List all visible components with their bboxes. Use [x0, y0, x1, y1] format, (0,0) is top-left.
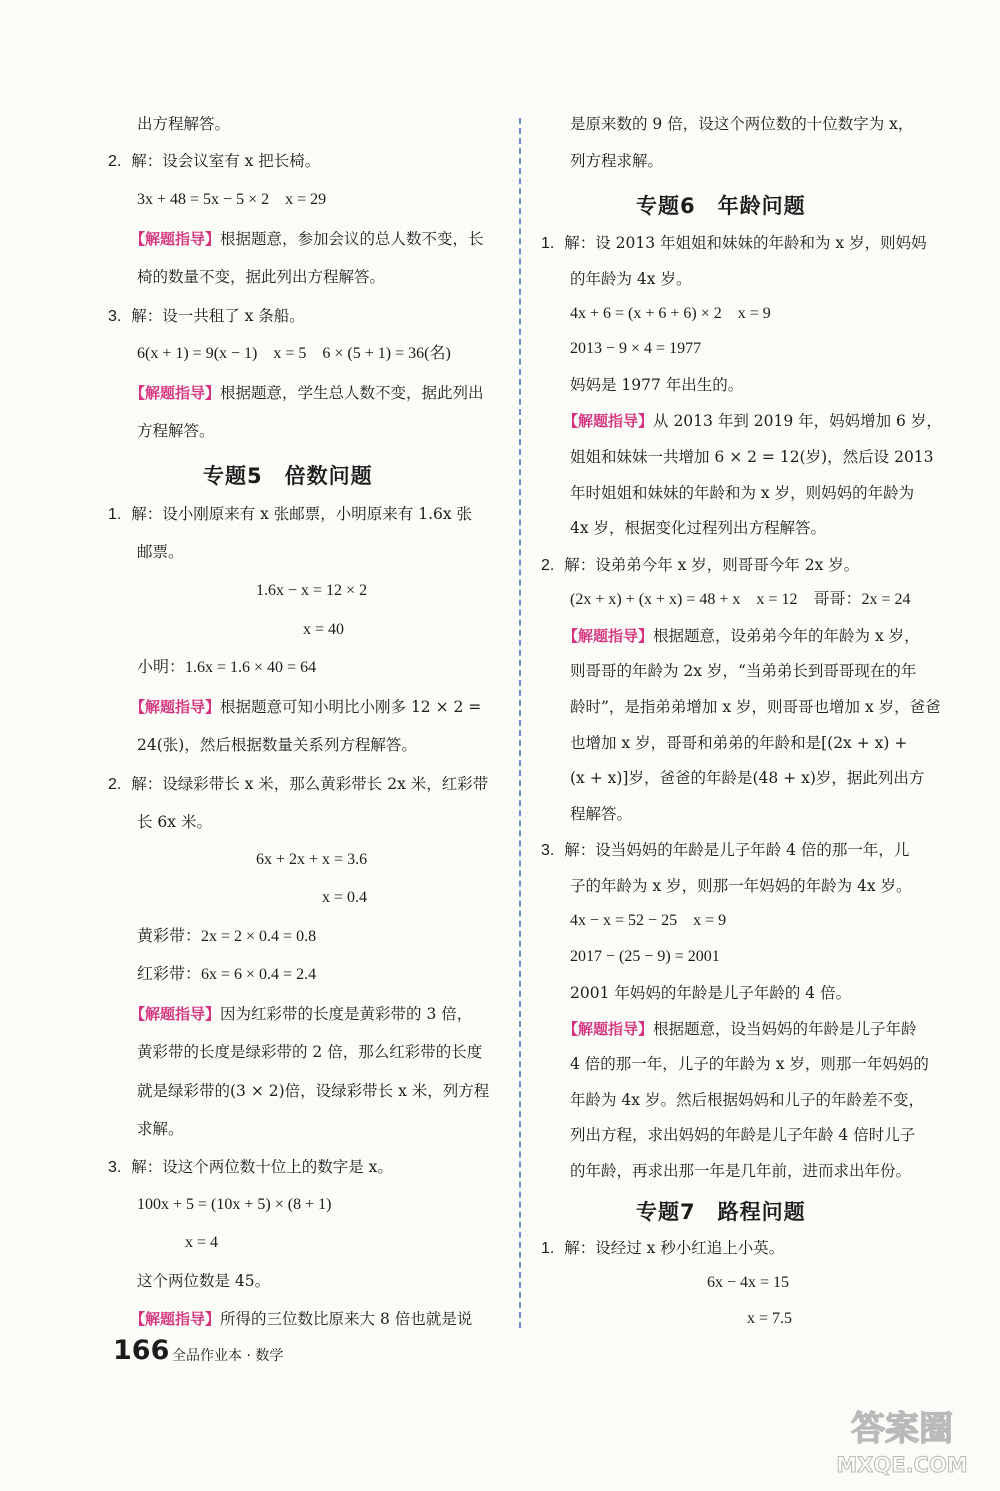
guide-text: 根据题意，设弟弟今年的年龄为 x 岁， [653, 627, 920, 645]
book-title: 全品作业本 · 数学 [172, 1348, 284, 1364]
equation: 6(x + 1) = 9(x − 1) x = 5 6 × (5 + 1) = 36(名) [137, 345, 451, 362]
problem-number: 3. [541, 842, 555, 859]
problem-1 [541, 1237, 784, 1260]
equation: 6x − 4x = 15 [707, 1274, 790, 1291]
guide-text: 方程解答。 [137, 422, 215, 440]
guide-tag: 【解题指导】 [563, 1020, 654, 1038]
problem-number: 2. [541, 557, 555, 574]
equation: 1.6x − x = 12 × 2 [256, 582, 368, 599]
watermark-logo-icon [822, 1398, 982, 1478]
guide-text: 根据题意，学生总人数不变，据此列出 [220, 384, 484, 402]
answer-text: 妈妈是 1977 年出生的。 [570, 376, 744, 394]
problem-text: 解：设会议室有 x 把长椅。 [131, 152, 321, 170]
watermark-logo [822, 1398, 982, 1478]
equation: x = 40 [303, 621, 345, 638]
section-heading-6: 专题6 年龄问题 [636, 194, 806, 218]
guide-text: 姐姐和妹妹一共增加 6 × 2 = 12(岁)，然后设 2013 [570, 448, 934, 466]
equation: 4x − x = 52 − 25 x = 9 [570, 912, 727, 929]
guide-text: 年时姐姐和妹妹的年龄和为 x 岁，则妈妈的年龄为 [570, 484, 915, 502]
column-divider [519, 118, 521, 1328]
guide-text: 所得的三位数比原来大 8 倍也就是说 [220, 1310, 473, 1328]
guide-text: 椅的数量不变，据此列出方程解答。 [137, 268, 386, 286]
guide-text: 也增加 x 岁，哥哥和弟弟的年龄和是[(2x + x) + [570, 734, 908, 752]
guide-tag: 【解题指导】 [130, 1310, 221, 1328]
watermark-text: 答案圈 [851, 1409, 953, 1449]
guide-text: 从 2013 年到 2019 年，妈妈增加 6 岁， [653, 412, 942, 430]
equation: x = 7.5 [747, 1310, 793, 1327]
guide-text: 列出方程，求出妈妈的年龄是儿子年龄 4 倍时儿子 [570, 1126, 916, 1144]
equation: 3x + 48 = 5x − 5 × 2 x = 29 [137, 191, 327, 208]
equation: 黄彩带：2x = 2 × 0.4 = 0.8 [137, 928, 317, 945]
guide-line [130, 1003, 472, 1025]
guide-text: 则哥哥的年龄为 2x 岁，“当弟弟长到哥哥现在的年 [570, 662, 917, 680]
problem-3 [541, 839, 909, 862]
equation: 小明：1.6x = 1.6 × 40 = 64 [137, 659, 317, 676]
equation: 6x + 2x + x = 3.6 [256, 851, 368, 868]
section-heading-5: 专题5 倍数问题 [203, 464, 373, 488]
problem-number: 2. [108, 153, 122, 170]
guide-tag: 【解题指导】 [563, 412, 654, 430]
guide-text: 年龄为 4x 岁。然后根据妈妈和儿子的年龄差不变， [570, 1091, 924, 1109]
equation: x = 4 [185, 1234, 219, 1251]
problem-1 [108, 503, 472, 526]
problem-text: 解：设绿彩带长 x 米，那么黄彩带长 2x 米，红彩带 [131, 775, 489, 793]
problem-text: 解：设这个两位数十位上的数字是 x。 [131, 1158, 393, 1176]
guide-text: 就是绿彩带的(3 × 2)倍，设绿彩带长 x 米，列方程 [137, 1082, 490, 1100]
problem-2 [541, 554, 859, 577]
problem-2 [108, 150, 320, 173]
guide-text: 因为红彩带的长度是黄彩带的 3 倍， [220, 1005, 473, 1023]
problem-text: 子的年龄为 x 岁，则那一年妈妈的年龄为 4x 岁。 [570, 877, 912, 895]
problem-number: 3. [108, 1159, 122, 1176]
guide-text: 的年龄，再求出那一年是几年前，进而求出年份。 [570, 1162, 912, 1180]
problem-number: 1. [108, 506, 122, 523]
guide-text: 24(张)，然后根据数量关系列方程解答。 [137, 736, 417, 754]
equation: 2017 − (25 − 9) = 2001 [570, 948, 720, 965]
problem-text: 的年龄为 4x 岁。 [570, 270, 692, 288]
problem-number: 1. [541, 235, 555, 252]
problem-text: 解：设弟弟今年 x 岁，则哥哥今年 2x 岁。 [564, 556, 860, 574]
guide-text: 根据题意可知小明比小刚多 12 × 2 = [220, 698, 482, 716]
equation: 4x + 6 = (x + 6 + 6) × 2 x = 9 [570, 305, 771, 322]
watermark-url: MXQE.COM [836, 1453, 968, 1477]
problem-text: 解：设一共租了 x 条船。 [131, 307, 305, 325]
answer-text: 这个两位数是 45。 [137, 1272, 271, 1290]
guide-line [563, 410, 942, 432]
guide-text: 求解。 [137, 1120, 184, 1138]
left-text-line: 出方程解答。 [137, 115, 231, 133]
equation: 100x + 5 = (10x + 5) × (8 + 1) [137, 1196, 332, 1213]
guide-line [130, 382, 484, 404]
problem-2 [108, 773, 488, 796]
guide-text: 根据题意，参加会议的总人数不变，长 [220, 230, 484, 248]
problem-number: 3. [108, 308, 122, 325]
guide-text: 龄时”，是指弟弟增加 x 岁，则哥哥也增加 x 岁，爸爸 [570, 698, 941, 716]
problem-text: 长 6x 米。 [137, 813, 212, 831]
section-heading-7: 专题7 路程问题 [636, 1200, 806, 1224]
problem-text: 解：设 2013 年姐姐和妹妹的年龄和为 x 岁，则妈妈 [564, 234, 927, 252]
guide-tag: 【解题指导】 [130, 384, 221, 402]
problem-text: 邮票。 [137, 543, 184, 561]
guide-line [130, 696, 481, 718]
equation: x = 0.4 [322, 889, 368, 906]
guide-line [563, 625, 920, 647]
guide-line [130, 228, 484, 250]
page-number: 166 [113, 1335, 170, 1366]
problem-text: 解：设小刚原来有 x 张邮票，小明原来有 1.6x 张 [131, 505, 473, 523]
guide-tag: 【解题指导】 [130, 230, 221, 248]
problem-number: 1. [541, 1240, 555, 1257]
guide-tag: 【解题指导】 [130, 698, 221, 716]
guide-text: (x + x)]岁，爸爸的年龄是(48 + x)岁，据此列出方 [570, 769, 925, 787]
guide-line [563, 1018, 917, 1040]
guide-tag: 【解题指导】 [130, 1005, 221, 1023]
problem-1 [541, 232, 927, 255]
answer-text: 2001 年妈妈的年龄是儿子年龄的 4 倍。 [570, 984, 852, 1002]
problem-text: 解：设经过 x 秒小红追上小英。 [564, 1239, 785, 1257]
equation: 2013 − 9 × 4 = 1977 [570, 340, 702, 357]
guide-text: 黄彩带的长度是绿彩带的 2 倍，那么红彩带的长度 [137, 1043, 483, 1061]
equation: 红彩带：6x = 6 × 0.4 = 2.4 [137, 966, 317, 983]
guide-tag: 【解题指导】 [563, 627, 654, 645]
guide-text: 程解答。 [570, 805, 633, 823]
problem-3 [108, 305, 305, 328]
right-text-line: 是原来数的 9 倍，设这个两位数的十位数字为 x， [570, 115, 914, 133]
problem-3 [108, 1156, 393, 1179]
guide-line [130, 1308, 472, 1330]
problem-number: 2. [108, 776, 122, 793]
guide-text: 4x 岁，根据变化过程列出方程解答。 [570, 519, 827, 537]
guide-text: 根据题意，设当妈妈的年龄是儿子年龄 [653, 1020, 917, 1038]
right-text-line: 列方程求解。 [570, 152, 664, 170]
guide-text: 4 倍的那一年，儿子的年龄为 x 岁，则那一年妈妈的 [570, 1055, 929, 1073]
problem-text: 解：设当妈妈的年龄是儿子年龄 4 倍的那一年，儿 [564, 841, 910, 859]
equation: (2x + x) + (x + x) = 48 + x x = 12 哥哥：2x = 24 [570, 591, 911, 608]
